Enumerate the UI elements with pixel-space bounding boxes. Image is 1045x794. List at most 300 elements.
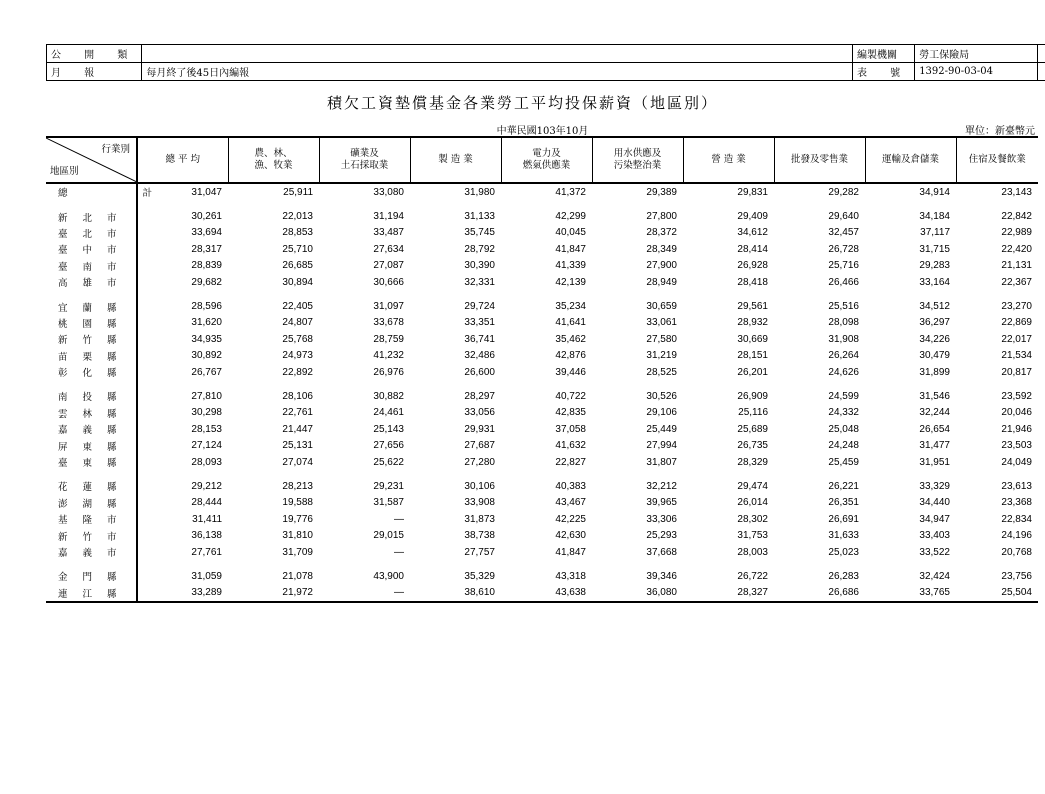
value-cell: 34,612 [737, 227, 768, 239]
table-row [46, 348, 1038, 364]
value-cell: 29,474 [737, 480, 768, 492]
form-no-label: 表 號 [853, 63, 915, 81]
value-cell: 33,061 [646, 317, 677, 329]
value-cell: 33,306 [646, 513, 677, 525]
value-cell: 31,477 [919, 440, 950, 452]
table-row [46, 405, 1038, 421]
column-header-line: 製 造 業 [438, 154, 473, 165]
column-header [592, 137, 683, 183]
region-name [46, 208, 137, 224]
value-cell: 28,596 [191, 301, 222, 313]
value-cell: 28,853 [282, 227, 313, 239]
value-cell: 31,633 [828, 530, 859, 542]
value-cell: 30,261 [191, 211, 222, 223]
value-cell: 26,722 [737, 570, 768, 582]
value-cell: 33,403 [919, 530, 950, 542]
value-cell: 28,327 [683, 585, 774, 602]
value-cell: 33,694 [191, 227, 222, 239]
corner-cell [46, 137, 137, 183]
value-cell: 26,767 [191, 366, 222, 378]
value-cell: 39,965 [646, 497, 677, 509]
value-cell: 24,332 [828, 407, 859, 419]
value-cell: 35,462 [555, 333, 586, 345]
value-cell: 43,318 [555, 570, 586, 582]
value-cell: 29,106 [646, 407, 677, 419]
region-label: 新 竹 縣 [58, 335, 123, 347]
value-cell: 33,908 [464, 497, 495, 509]
value-cell: 22,869 [1001, 317, 1032, 329]
value-cell: 22,017 [1001, 333, 1032, 345]
value-cell: 30,894 [282, 276, 313, 288]
region-name [46, 274, 137, 290]
table-row [46, 298, 1038, 314]
value-cell: 36,138 [191, 530, 222, 542]
value-cell: 31,951 [919, 456, 950, 468]
column-header-line: 電力及 [532, 148, 561, 159]
value-cell: 24,973 [282, 350, 313, 362]
value-cell: 26,686 [774, 585, 865, 602]
group-spacer [46, 470, 1038, 478]
value-cell: 22,420 [1001, 243, 1032, 255]
column-header-line: 用水供應及 [613, 148, 662, 159]
column-header [228, 137, 319, 183]
value-cell: 25,911 [283, 186, 313, 198]
value-cell: 23,143 [1001, 186, 1032, 198]
column-header [319, 137, 410, 183]
value-cell: 25,516 [828, 301, 859, 313]
value-cell: 25,504 [956, 585, 1038, 602]
value-cell: 21,972 [228, 585, 319, 602]
region-name [46, 544, 137, 560]
value-cell: — [394, 546, 404, 558]
value-cell: 38,610 [410, 585, 501, 602]
value-cell: 24,049 [1001, 456, 1032, 468]
table-header-row [46, 137, 1038, 183]
value-cell: 21,534 [1001, 350, 1032, 362]
value-cell: 30,669 [737, 333, 768, 345]
column-header [865, 137, 956, 183]
region-label: 金 門 縣 [58, 572, 123, 584]
table-row [46, 568, 1038, 584]
value-cell: 26,466 [828, 276, 859, 288]
region-label: 臺 南 市 [58, 261, 123, 273]
region-name [46, 225, 137, 241]
value-cell: 27,634 [373, 243, 404, 255]
value-cell: 25,023 [828, 546, 859, 558]
value-cell: 31,059 [191, 570, 222, 582]
value-cell: 27,994 [646, 440, 677, 452]
value-cell: 41,632 [555, 440, 586, 452]
value-cell: 19,776 [282, 513, 313, 525]
value-cell: 32,424 [919, 570, 950, 582]
column-header-line: 漁、牧業 [254, 160, 293, 171]
value-cell: 31,587 [373, 497, 404, 509]
value-cell: 28,839 [191, 260, 222, 272]
region-name [46, 454, 137, 470]
region-label: 屏 東 縣 [58, 441, 123, 453]
value-cell: 29,283 [919, 260, 950, 272]
table-row [46, 241, 1038, 257]
value-cell: 41,232 [373, 350, 404, 362]
column-header [774, 137, 865, 183]
value-cell: 33,487 [373, 227, 404, 239]
value-cell: 26,728 [828, 243, 859, 255]
value-cell: 33,164 [919, 276, 950, 288]
region-name [46, 568, 137, 584]
group-spacer [46, 560, 1038, 568]
group-spacer [46, 290, 1038, 298]
value-cell: 31,194 [373, 211, 404, 223]
region-name [46, 388, 137, 404]
value-cell: 26,351 [828, 497, 859, 509]
value-cell: 28,372 [646, 227, 677, 239]
value-cell: 36,741 [464, 333, 495, 345]
table-row [46, 388, 1038, 404]
value-cell: 24,626 [828, 366, 859, 378]
column-header-line: 燃氣供應業 [522, 160, 571, 171]
value-cell: 25,459 [828, 456, 859, 468]
value-cell: 25,689 [737, 423, 768, 435]
region-name [46, 315, 137, 331]
value-cell: 22,842 [1001, 211, 1032, 223]
value-cell: 41,372 [555, 186, 586, 198]
value-cell: 25,449 [646, 423, 677, 435]
value-cell: 31,133 [464, 211, 495, 223]
value-cell: 24,196 [1001, 530, 1032, 542]
value-cell: 41,847 [555, 243, 586, 255]
value-cell: 20,768 [1001, 546, 1032, 558]
value-cell: 27,687 [464, 440, 495, 452]
value-cell: 34,512 [919, 301, 950, 313]
table-row [46, 454, 1038, 470]
value-cell: 37,668 [646, 546, 677, 558]
column-header [410, 137, 501, 183]
column-header [137, 137, 228, 183]
value-cell: 29,831 [737, 186, 768, 198]
value-cell: 31,219 [646, 350, 677, 362]
value-cell: 25,143 [373, 423, 404, 435]
value-cell: 30,298 [191, 407, 222, 419]
column-header-line: 土石採取業 [340, 160, 389, 171]
column-header [501, 137, 592, 183]
value-cell: 27,087 [373, 260, 404, 272]
region-name [46, 585, 137, 602]
value-cell: 22,013 [282, 211, 313, 223]
table-row [46, 331, 1038, 347]
value-cell: 32,486 [464, 350, 495, 362]
value-cell: 26,685 [282, 260, 313, 272]
value-cell: 42,299 [555, 211, 586, 223]
value-cell: 21,447 [282, 423, 313, 435]
value-cell: 23,756 [1001, 570, 1032, 582]
value-cell: 32,212 [646, 480, 677, 492]
column-header-line: 污染整治業 [613, 160, 662, 171]
region-label: 新 北 市 [58, 212, 123, 224]
value-cell: 27,580 [646, 333, 677, 345]
value-cell: 28,098 [828, 317, 859, 329]
value-cell: 31,047 [191, 186, 222, 198]
value-cell: 29,282 [828, 186, 859, 198]
value-cell: 21,078 [282, 570, 313, 582]
region-label: 高 雄 市 [58, 278, 123, 290]
region-name [46, 511, 137, 527]
value-cell: — [319, 585, 410, 602]
region-label: 總 計 [58, 188, 189, 200]
value-cell: 22,367 [1001, 276, 1032, 288]
value-cell: 31,620 [191, 317, 222, 329]
region-label: 嘉 義 市 [58, 548, 123, 559]
region-name [46, 421, 137, 437]
value-cell: 27,761 [191, 546, 222, 558]
value-cell: 30,882 [373, 390, 404, 402]
value-cell: 27,800 [646, 211, 677, 223]
value-cell: 25,622 [373, 456, 404, 468]
value-cell: 30,479 [919, 350, 950, 362]
value-cell: 28,444 [191, 497, 222, 509]
value-cell: 28,759 [373, 333, 404, 345]
corner-industry-label: 行業別 [101, 144, 130, 155]
value-cell: 22,827 [555, 456, 586, 468]
value-cell: 35,329 [464, 570, 495, 582]
group-spacer [46, 380, 1038, 388]
value-cell: 41,847 [555, 546, 586, 558]
value-cell: 24,807 [282, 317, 313, 329]
table-row [46, 527, 1038, 543]
value-cell: 33,329 [919, 480, 950, 492]
value-cell: 31,899 [919, 366, 950, 378]
column-header-line: 礦業及 [350, 148, 379, 159]
value-cell: 29,231 [373, 480, 404, 492]
value-cell: 31,810 [282, 530, 313, 542]
period-type-label: 月 報 [47, 63, 142, 81]
value-cell: 34,226 [919, 333, 950, 345]
value-cell: 31,546 [919, 390, 950, 402]
value-cell: 30,106 [464, 480, 495, 492]
value-cell: 31,980 [464, 186, 495, 198]
value-cell: 31,709 [282, 546, 313, 558]
value-cell: 22,989 [1001, 227, 1032, 239]
value-cell: 23,270 [1001, 301, 1032, 313]
value-cell: 31,873 [464, 513, 495, 525]
column-header [956, 137, 1038, 183]
region-label: 南 投 縣 [58, 392, 123, 404]
value-cell: 31,908 [828, 333, 859, 345]
value-cell: 29,212 [191, 480, 222, 492]
wage-table [46, 136, 1038, 603]
value-cell: 40,045 [555, 227, 586, 239]
value-cell: 29,682 [191, 276, 222, 288]
value-cell: 30,390 [464, 260, 495, 272]
value-cell: 30,659 [646, 301, 677, 313]
value-cell: 27,074 [282, 456, 313, 468]
value-cell: 33,522 [919, 546, 950, 558]
value-cell: 23,592 [1001, 390, 1032, 402]
table-row [46, 478, 1038, 494]
value-cell: 38,738 [464, 530, 495, 542]
value-cell: 20,817 [1001, 366, 1032, 378]
value-cell: 27,900 [646, 260, 677, 272]
group-spacer [46, 200, 1038, 208]
value-cell: 32,457 [828, 227, 859, 239]
value-cell: 29,561 [737, 301, 768, 313]
agency-label: 編製機關 [853, 45, 915, 63]
value-cell: 24,461 [373, 407, 404, 419]
value-cell: 28,329 [737, 456, 768, 468]
value-cell: 40,383 [555, 480, 586, 492]
value-cell: 29,931 [464, 423, 495, 435]
value-cell: 23,368 [1001, 497, 1032, 509]
region-name [46, 437, 137, 453]
value-cell: 22,761 [282, 407, 313, 419]
report-period: 中華民國103年10月 [496, 126, 589, 137]
value-cell: 26,014 [737, 497, 768, 509]
value-cell: 34,935 [191, 333, 222, 345]
table-row [46, 364, 1038, 380]
value-cell: 39,346 [646, 570, 677, 582]
column-header-line: 營 造 業 [711, 154, 746, 165]
form-no-value: 1392-90-03-04 [915, 63, 1038, 81]
region-name [46, 527, 137, 543]
column-header-line: 農、林、 [254, 148, 293, 159]
report-header-right [852, 44, 1038, 81]
value-cell: 28,349 [646, 243, 677, 255]
corner-region-label: 地區別 [50, 166, 79, 177]
value-cell: 33,289 [137, 585, 228, 602]
value-cell: 28,213 [282, 480, 313, 492]
value-cell: 28,525 [646, 366, 677, 378]
value-cell: 42,225 [555, 513, 586, 525]
region-name [46, 478, 137, 494]
public-category-label: 公 開 類 [47, 45, 142, 63]
value-cell: 26,691 [828, 513, 859, 525]
value-cell: 25,768 [282, 333, 313, 345]
value-cell: 26,600 [464, 366, 495, 378]
region-label: 雲 林 縣 [58, 408, 123, 420]
value-cell: 21,946 [1001, 423, 1032, 435]
value-cell: 25,293 [646, 530, 677, 542]
column-header [683, 137, 774, 183]
value-cell: 24,599 [828, 390, 859, 402]
value-cell: 23,503 [1001, 440, 1032, 452]
value-cell: 28,151 [737, 350, 768, 362]
value-cell: 25,710 [282, 243, 313, 255]
value-cell: 37,117 [920, 227, 950, 239]
table-row [46, 315, 1038, 331]
table-row [46, 511, 1038, 527]
region-label: 連 江 縣 [58, 588, 123, 600]
value-cell: 28,153 [191, 423, 222, 435]
value-cell: 26,201 [737, 366, 768, 378]
value-cell: 31,807 [646, 456, 677, 468]
value-cell: 19,588 [282, 497, 313, 509]
value-cell: 26,264 [828, 350, 859, 362]
region-label: 苗 栗 縣 [58, 351, 123, 363]
value-cell: 34,184 [919, 211, 950, 223]
value-cell: 33,678 [373, 317, 404, 329]
value-cell: 36,080 [592, 585, 683, 602]
value-cell: 39,446 [555, 366, 586, 378]
value-cell: 28,302 [737, 513, 768, 525]
table-row [46, 495, 1038, 511]
value-cell: 25,131 [282, 440, 313, 452]
column-header-line: 住宿及餐飲業 [968, 154, 1026, 165]
region-label: 臺 中 市 [58, 245, 123, 257]
value-cell: 37,058 [555, 423, 586, 435]
value-cell: 28,418 [737, 276, 768, 288]
table-row [46, 183, 1038, 200]
value-cell: 28,932 [737, 317, 768, 329]
value-cell: 30,892 [191, 350, 222, 362]
value-cell: 28,317 [191, 243, 222, 255]
value-cell: 23,613 [1001, 480, 1032, 492]
value-cell: 42,835 [555, 407, 586, 419]
value-cell: 40,722 [555, 390, 586, 402]
table-row [46, 585, 1038, 602]
region-label: 新 竹 市 [58, 531, 123, 543]
value-cell: 20,046 [1001, 407, 1032, 419]
unit-note: 單位：新臺幣元 [965, 126, 1035, 137]
value-cell: 33,080 [373, 186, 404, 198]
value-cell: 26,928 [737, 260, 768, 272]
region-label: 嘉 義 縣 [58, 425, 123, 437]
value-cell: 32,331 [464, 276, 495, 288]
table-row [46, 208, 1038, 224]
value-cell: 27,280 [464, 456, 495, 468]
value-cell: 29,640 [828, 211, 859, 223]
value-cell: 30,526 [646, 390, 677, 402]
value-cell: 34,914 [919, 186, 950, 198]
value-cell: 24,248 [828, 440, 859, 452]
table-row [46, 274, 1038, 290]
region-name [46, 241, 137, 257]
agency-value: 勞工保險局 [915, 45, 1038, 63]
region-name [46, 495, 137, 511]
value-cell: 36,297 [919, 317, 950, 329]
region-name [46, 183, 189, 200]
region-name [46, 331, 137, 347]
region-name [46, 348, 137, 364]
region-name [46, 405, 137, 421]
value-cell: 41,339 [555, 260, 586, 272]
value-cell: 33,765 [865, 585, 956, 602]
column-header-line: 批發及零售業 [790, 154, 848, 165]
region-label: 宜 蘭 縣 [58, 302, 123, 314]
value-cell: 22,892 [282, 366, 313, 378]
region-name [46, 258, 137, 274]
value-cell: 33,056 [464, 407, 495, 419]
value-cell: 31,411 [192, 513, 222, 525]
value-cell: 30,666 [373, 276, 404, 288]
region-label: 桃 園 縣 [58, 318, 123, 330]
value-cell: 25,116 [738, 407, 768, 419]
value-cell: 35,745 [464, 227, 495, 239]
value-cell: 27,124 [191, 440, 222, 452]
table-row [46, 544, 1038, 560]
table-row [46, 437, 1038, 453]
table-row [46, 421, 1038, 437]
value-cell: 35,234 [555, 301, 586, 313]
region-label: 澎 湖 縣 [58, 498, 123, 510]
region-name [46, 364, 137, 380]
value-cell: 29,389 [646, 186, 677, 198]
value-cell: 34,947 [919, 513, 950, 525]
value-cell: 22,405 [282, 301, 313, 313]
column-header-line: 運輸及倉儲業 [881, 154, 939, 165]
value-cell: — [394, 513, 404, 525]
value-cell: 41,641 [555, 317, 586, 329]
value-cell: 25,716 [828, 260, 859, 272]
value-cell: 34,440 [919, 497, 950, 509]
